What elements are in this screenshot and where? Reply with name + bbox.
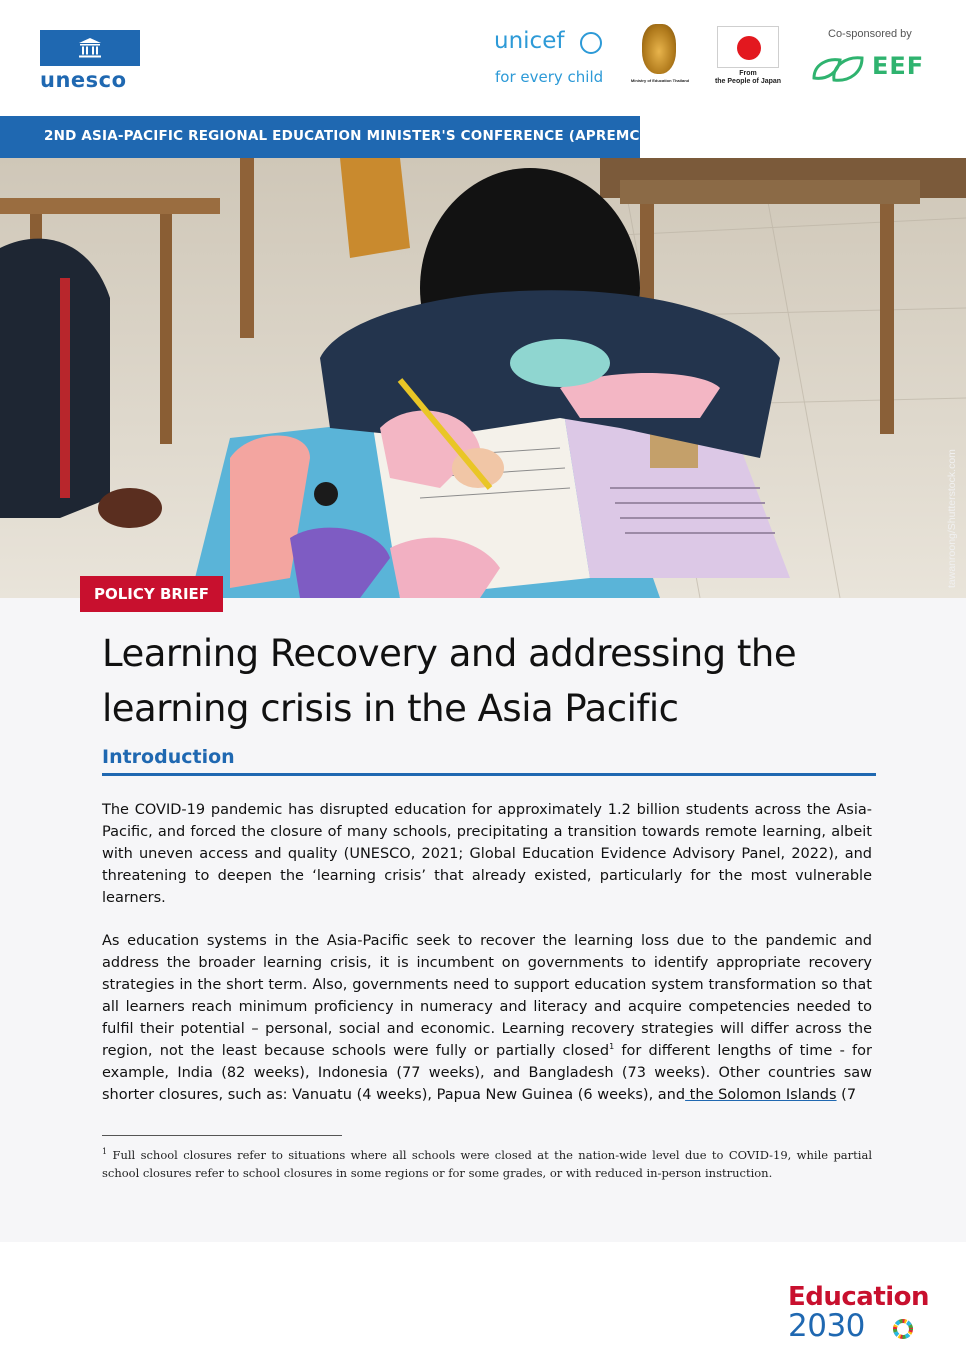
cosponsor-label: Co-sponsored by [828, 28, 912, 40]
unicef-wordmark: unicef [494, 28, 565, 54]
footnote-divider [102, 1135, 342, 1136]
title-line-2: learning crisis in the Asia Pacific [102, 687, 679, 730]
paragraph-2-text: As education systems in the Asia-Pacific seek to recover the learning loss due to the pandemic and address the broader learning crisis, it is incumbent on governments to identify appropriate recovery strategies in the short term. Also, governments need to support education system transformation so that all learners reach minimum proficiency in numeracy and literacy and acquire competencies needed to fulfil their potential – personal, social and economic. Learning recovery strategies will differ across the region, not the least because schools were fully or partially closed [102, 933, 872, 1059]
conference-title: 2ND ASIA-PACIFIC REGIONAL EDUCATION MINISTER'S CONFERENCE (APREMC-II) [44, 128, 663, 144]
temple-icon [78, 37, 102, 59]
ministry-caption: Ministry of Education Thailand [630, 78, 690, 83]
eef-wordmark: EEF [872, 52, 925, 80]
solomon-islands-link[interactable]: the Solomon Islands [685, 1087, 837, 1103]
globe-icon [580, 32, 602, 54]
education-2030-logo [788, 1282, 928, 1344]
education-year: 2030 [788, 1308, 865, 1344]
paragraph-2-text-cont: for different lengths of time - for example, India (82 weeks), Indonesia (77 weeks), and Bangladesh (73 weeks). Other countries saw shorter closures, such as: Vanuatu (4 weeks), Papua New Guinea (6 weeks), and [102, 1043, 872, 1103]
photo-credit: tawanroong/Shutterstock.com [946, 449, 958, 588]
footnote-reference[interactable]: 1 [609, 1042, 615, 1052]
footnote-text: Full school closures refer to situations where all schools were closed at the nation-wide level due to COVID-19, while partial school closures refer to school closures in some regions or for some grades, or with reduced in-person instruction. [102, 1148, 872, 1180]
unesco-emblem [40, 30, 140, 66]
conference-banner [0, 116, 663, 158]
unicef-logo [494, 28, 608, 92]
japan-caption-line1: From [739, 70, 757, 77]
footnote [102, 1146, 872, 1182]
section-heading: Introduction [102, 746, 235, 768]
policy-brief-tag [80, 576, 223, 612]
japan-flag-icon [717, 26, 779, 68]
unesco-logo [40, 30, 144, 94]
paragraph-2 [102, 930, 872, 1106]
unesco-wordmark: unesco [40, 68, 127, 92]
document-title [102, 626, 902, 736]
ministry-of-education-logo [630, 24, 690, 94]
unicef-tagline: for every child [495, 68, 604, 86]
rising-sun-icon [737, 36, 761, 60]
japan-caption [710, 70, 786, 86]
eef-leaf-icon [810, 52, 866, 84]
policy-brief-label: POLICY BRIEF [94, 585, 210, 603]
section-divider [102, 773, 876, 776]
education-wordmark: Education [788, 1282, 930, 1312]
cover-photo [0, 158, 966, 598]
japan-caption-line2: the People of Japan [714, 78, 782, 85]
footnote-mark: 1 [102, 1147, 108, 1157]
ministry-seal-icon [642, 24, 676, 74]
japan-logo [710, 24, 786, 94]
paragraph-2-text-end: (7 [836, 1087, 857, 1103]
student-writing-illustration [0, 158, 966, 598]
title-line-1: Learning Recovery and addressing the [102, 632, 797, 675]
sdg-wheel-icon [892, 1318, 914, 1340]
paragraph-1: The COVID-19 pandemic has disrupted education for approximately 1.2 billion students across the Asia-Pacific, and forced the closure of many schools, precipitating a transition towards remote learning, albeit with uneven access and quality (UNESCO, 2021; Global Education Evidence Advisory Panel, 2022), and threatening to deepen the ‘learning crisis’ that already existed, particularly for the most vulnerable learners. [102, 802, 872, 906]
eef-logo [808, 28, 932, 92]
